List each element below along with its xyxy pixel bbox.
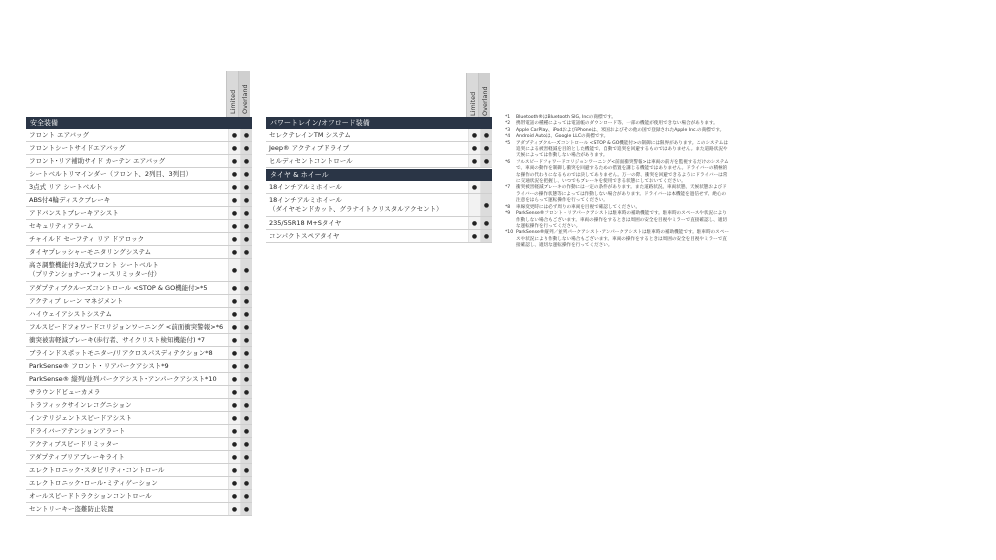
overland-mark: ● — [480, 155, 492, 167]
limited-mark: ● — [228, 181, 240, 193]
footnote — [505, 141, 730, 160]
overland-mark: ● — [240, 168, 252, 180]
footnote — [505, 185, 730, 204]
row-label: チャイルド セーフティ リア ドアロック — [29, 235, 145, 243]
row-label: 235/55R18 M+Sタイヤ — [269, 219, 342, 227]
limited-mark — [468, 194, 480, 216]
overland-mark: ● — [480, 230, 492, 242]
table-row — [26, 425, 252, 438]
table-row — [26, 308, 252, 321]
overland-mark: ● — [240, 282, 252, 294]
footnote-text: ParkSense®縦列／並列パークアシスト･アンパークアシストは駐車時の補助機能です。駐車時のスペースや状況により作動しない場合もございます。車両の操作をするときは周囲の安全を目視やミラーで直接確認し、適切な運転操作を行ってください。 — [516, 230, 729, 249]
row-label: アクティブスピードリミッター — [29, 440, 119, 448]
table-row — [26, 360, 252, 373]
row-label: セキュリティアラーム — [29, 222, 94, 230]
row-label: 衝突被害軽減ブレーキ(歩行者、サイクリスト検知機能付) *7 — [29, 336, 206, 344]
footnote-mark: *9 — [505, 211, 511, 217]
row-label: オールスピードトラクションコントロール — [29, 492, 152, 500]
overland-mark: ● — [240, 490, 252, 502]
table-row — [26, 451, 252, 464]
table-row — [266, 129, 492, 142]
footnote-text: Bluetooth®はBluetooth SIG, Incの商標です。 — [516, 115, 616, 120]
limited-mark: ● — [228, 347, 240, 359]
table-row — [26, 477, 252, 490]
limited-mark: ● — [228, 129, 240, 141]
table-row — [26, 155, 252, 168]
overland-mark: ● — [240, 295, 252, 307]
column-header-limited: Limited — [226, 71, 238, 117]
limited-mark: ● — [468, 129, 480, 141]
limited-mark: ● — [228, 373, 240, 385]
overland-mark: ● — [240, 412, 252, 424]
row-label: 18インチアルミホイール （ダイヤモンドカット、グラナイトクリスタルアクセント） — [269, 196, 443, 213]
row-label: ブラインドスポットモニター/リアクロスパスディテクション*8 — [29, 349, 213, 357]
footnote-mark: *10 — [505, 230, 514, 236]
table-row — [266, 230, 492, 243]
table-row — [266, 217, 492, 230]
footnote-mark: *7 — [505, 185, 511, 191]
limited-mark: ● — [228, 246, 240, 258]
section-header: タイヤ & ホイール — [266, 168, 492, 181]
limited-mark: ● — [228, 438, 240, 450]
limited-mark: ● — [228, 207, 240, 219]
overland-mark — [480, 181, 492, 193]
limited-mark: ● — [468, 142, 480, 154]
limited-mark: ● — [228, 220, 240, 232]
limited-mark: ● — [468, 217, 480, 229]
footnote-text: 携帯電話の種種によっては電話帳のダウンロード等、一部の機能が使用できない場合があります。 — [516, 121, 718, 127]
table-row — [26, 295, 252, 308]
limited-mark: ● — [228, 490, 240, 502]
table-row — [26, 412, 252, 425]
table-row — [266, 155, 492, 168]
limited-mark: ● — [228, 259, 240, 281]
limited-mark: ● — [468, 230, 480, 242]
footnote-text: アダプティブクルーズコントロール <STOP & GO機能付>の制御には限界があります。このシステムは追突による被害軽減を目的とした機能で、自動で追突を回避するものではありません。また道路状況や天候によっては作動しない場合があります。 — [516, 140, 728, 159]
row-label: フロントシートサイドエアバッグ — [29, 144, 126, 152]
row-label: ヒルディセントコントロール — [269, 157, 353, 165]
table-row — [26, 194, 252, 207]
limited-mark: ● — [228, 334, 240, 346]
row-label: ABS付4輪ディスクブレーキ — [29, 196, 111, 204]
overland-mark: ● — [480, 217, 492, 229]
overland-mark: ● — [480, 129, 492, 141]
overland-mark: ● — [240, 360, 252, 372]
overland-mark: ● — [240, 425, 252, 437]
overland-mark: ● — [240, 142, 252, 154]
overland-mark: ● — [480, 194, 492, 216]
table-row — [26, 503, 252, 516]
limited-mark: ● — [228, 425, 240, 437]
table-row — [26, 142, 252, 155]
limited-mark: ● — [228, 464, 240, 476]
table-row — [26, 282, 252, 295]
row-label: セレクテレインTM システム — [269, 131, 351, 139]
overland-mark: ● — [240, 464, 252, 476]
table-row — [266, 181, 492, 194]
column-header-limited: Limited — [466, 73, 478, 119]
overland-mark: ● — [240, 399, 252, 411]
footnote-text: 車線変更時には必ず周りの車両を目視で確認してください。 — [516, 204, 641, 210]
limited-mark: ● — [228, 233, 240, 245]
footnotes — [505, 115, 730, 250]
footnote-text: ParkSense®フロント・リアパークアシストは駐車時の補助機能です。駐車時のスペースや状況により作動しない場合もございます。車両の操作をするときは周囲の安全を目視やミラーで直接確認し、適切な運転操作を行ってください。 — [516, 211, 727, 229]
limited-mark: ● — [228, 399, 240, 411]
row-label: フロント エアバッグ — [29, 131, 90, 139]
section-header-safety: 安全装備 — [26, 117, 252, 129]
limited-mark: ● — [228, 451, 240, 463]
safety-rows — [26, 129, 252, 516]
overland-mark: ● — [240, 246, 252, 258]
row-label: 18インチアルミホイール — [269, 183, 342, 191]
row-label: エレクトロニック･ロール･ミティゲーション — [29, 479, 158, 487]
limited-mark: ● — [228, 321, 240, 333]
row-label: インテリジェントスピードアシスト — [29, 414, 132, 422]
column-header-overland: Overland — [478, 73, 490, 119]
row-label: 高さ調整機能付3点式フロント シートベルト （プリテンショナー･フォースリミッター付） — [29, 261, 161, 278]
row-label: 3点式 リア シートベルト — [29, 183, 103, 191]
table-row — [26, 181, 252, 194]
overland-mark: ● — [480, 142, 492, 154]
row-label: ParkSense® フロント・リアパークアシスト*9 — [29, 362, 169, 370]
footnote-mark: *4 — [505, 134, 511, 140]
limited-mark: ● — [228, 155, 240, 167]
limited-mark: ● — [468, 155, 480, 167]
table-row — [26, 207, 252, 220]
table-row — [266, 142, 492, 155]
footnote-mark: *6 — [505, 159, 511, 165]
row-label: セントリーキー盗難防止装置 — [29, 505, 114, 513]
table-row — [26, 334, 252, 347]
limited-mark: ● — [228, 360, 240, 372]
table-row — [26, 321, 252, 334]
table-row — [26, 220, 252, 233]
row-label: フルスピードフォワードコリジョンワーニング <前面衝突警報>*6 — [29, 323, 224, 331]
row-label: タイヤプレッシャーモニタリングシステム — [29, 248, 152, 256]
row-label: アクティブ レーン マネジメント — [29, 297, 124, 305]
overland-mark: ● — [240, 194, 252, 206]
row-label: フロント･リア補助サイド カーテン エアバッグ — [29, 157, 166, 165]
table-row — [26, 347, 252, 360]
overland-mark: ● — [240, 334, 252, 346]
row-label: エレクトロニック･スタビリティ･コントロール — [29, 466, 165, 474]
row-label: ハイウェイアシストシステム — [29, 310, 112, 318]
row-label: サラウンドビューカメラ — [29, 388, 101, 396]
footnote-mark: *5 — [505, 140, 511, 146]
overland-mark: ● — [240, 451, 252, 463]
limited-mark: ● — [228, 168, 240, 180]
table-row — [26, 464, 252, 477]
limited-mark: ● — [228, 282, 240, 294]
row-label: アダプティブリアブレーキライト — [29, 453, 125, 461]
overland-mark: ● — [240, 259, 252, 281]
row-label: Jeep® アクティブドライブ — [269, 144, 350, 152]
overland-mark: ● — [240, 438, 252, 450]
table-row — [26, 233, 252, 246]
limited-mark: ● — [228, 477, 240, 489]
overland-mark: ● — [240, 155, 252, 167]
section-header: パワートレイン/オフロード装備 — [266, 117, 492, 129]
footnote-mark: *1 — [505, 115, 511, 120]
limited-mark: ● — [228, 308, 240, 320]
row-label: シートベルトリマインダー（フロント、2列目、3列目） — [29, 170, 193, 178]
footnote-text: Android Autoは、Google LLCの商標です。 — [516, 134, 609, 140]
footnote-mark: *8 — [505, 204, 511, 210]
right-column-headers — [466, 73, 490, 119]
overland-mark: ● — [240, 233, 252, 245]
limited-mark: ● — [228, 194, 240, 206]
row-label: コンパクトスペアタイヤ — [269, 232, 340, 240]
footnote-mark: *2 — [505, 121, 511, 127]
footnote — [505, 160, 730, 186]
footnote — [505, 230, 730, 249]
overland-mark: ● — [240, 503, 252, 515]
table-row — [26, 373, 252, 386]
overland-mark: ● — [240, 373, 252, 385]
limited-mark: ● — [228, 386, 240, 398]
footnote-mark: *3 — [505, 127, 511, 133]
table-row — [26, 490, 252, 503]
footnote-text: 衝突被害軽減ブレーキの作動には一定の条件があります。また道路状況、車両状態、天候状態およびドライバーの操作状態等によっては作動しない場合があります。ドライバーは本機能を過信せず、絶心の注意をはらって運転操作を行ってください。 — [516, 185, 727, 204]
powertrain-tire-table — [266, 117, 492, 243]
overland-mark: ● — [240, 347, 252, 359]
overland-mark: ● — [240, 181, 252, 193]
row-label: アドバンストブレーキアシスト — [29, 209, 119, 217]
row-label: ParkSense® 縦列/並列パークアシスト･アンパークアシスト*10 — [29, 375, 217, 383]
table-row — [26, 438, 252, 451]
table-row — [26, 259, 252, 282]
left-column-headers — [226, 71, 250, 117]
column-header-overland: Overland — [238, 71, 250, 117]
overland-mark: ● — [240, 220, 252, 232]
overland-mark: ● — [240, 386, 252, 398]
row-label: ドライバーアテンションアラート — [29, 427, 126, 435]
overland-mark: ● — [240, 207, 252, 219]
limited-mark: ● — [228, 295, 240, 307]
safety-equipment-table — [26, 117, 252, 516]
row-label: アダプティブクルーズコントロール <STOP & GO機能付>*5 — [29, 284, 208, 292]
table-row — [26, 246, 252, 259]
table-row — [266, 194, 492, 217]
table-row — [26, 386, 252, 399]
limited-mark: ● — [228, 412, 240, 424]
footnote-text: Apple CarPlay、iPodおよびiPhoneは、米国およびその他の国で登録されたApple Inc.の商標です。 — [516, 127, 725, 133]
overland-mark: ● — [240, 308, 252, 320]
footnote — [505, 211, 730, 230]
overland-mark: ● — [240, 477, 252, 489]
table-row — [26, 129, 252, 142]
limited-mark: ● — [228, 503, 240, 515]
table-row — [26, 399, 252, 412]
overland-mark: ● — [240, 321, 252, 333]
footnote-text: フルスピードフォワードコリジョンワーニング<前面衝突警報>は車両の前方を監視するだけのシステムで、車両の動作を制御し衝突を回避するための措置を講じる機能ではありません。ドライバーの積極的な操作の代わりになるものでは決してありません。万一の際、衝突を回避できるようにドライバーは常に交通状況を把握し、いつでもブレーキを使用できる状態にしておいてください。 — [516, 159, 729, 185]
overland-mark: ● — [240, 129, 252, 141]
limited-mark: ● — [468, 181, 480, 193]
table-row — [26, 168, 252, 181]
row-label: トラフィックサインレコグニション — [29, 401, 132, 409]
limited-mark: ● — [228, 142, 240, 154]
